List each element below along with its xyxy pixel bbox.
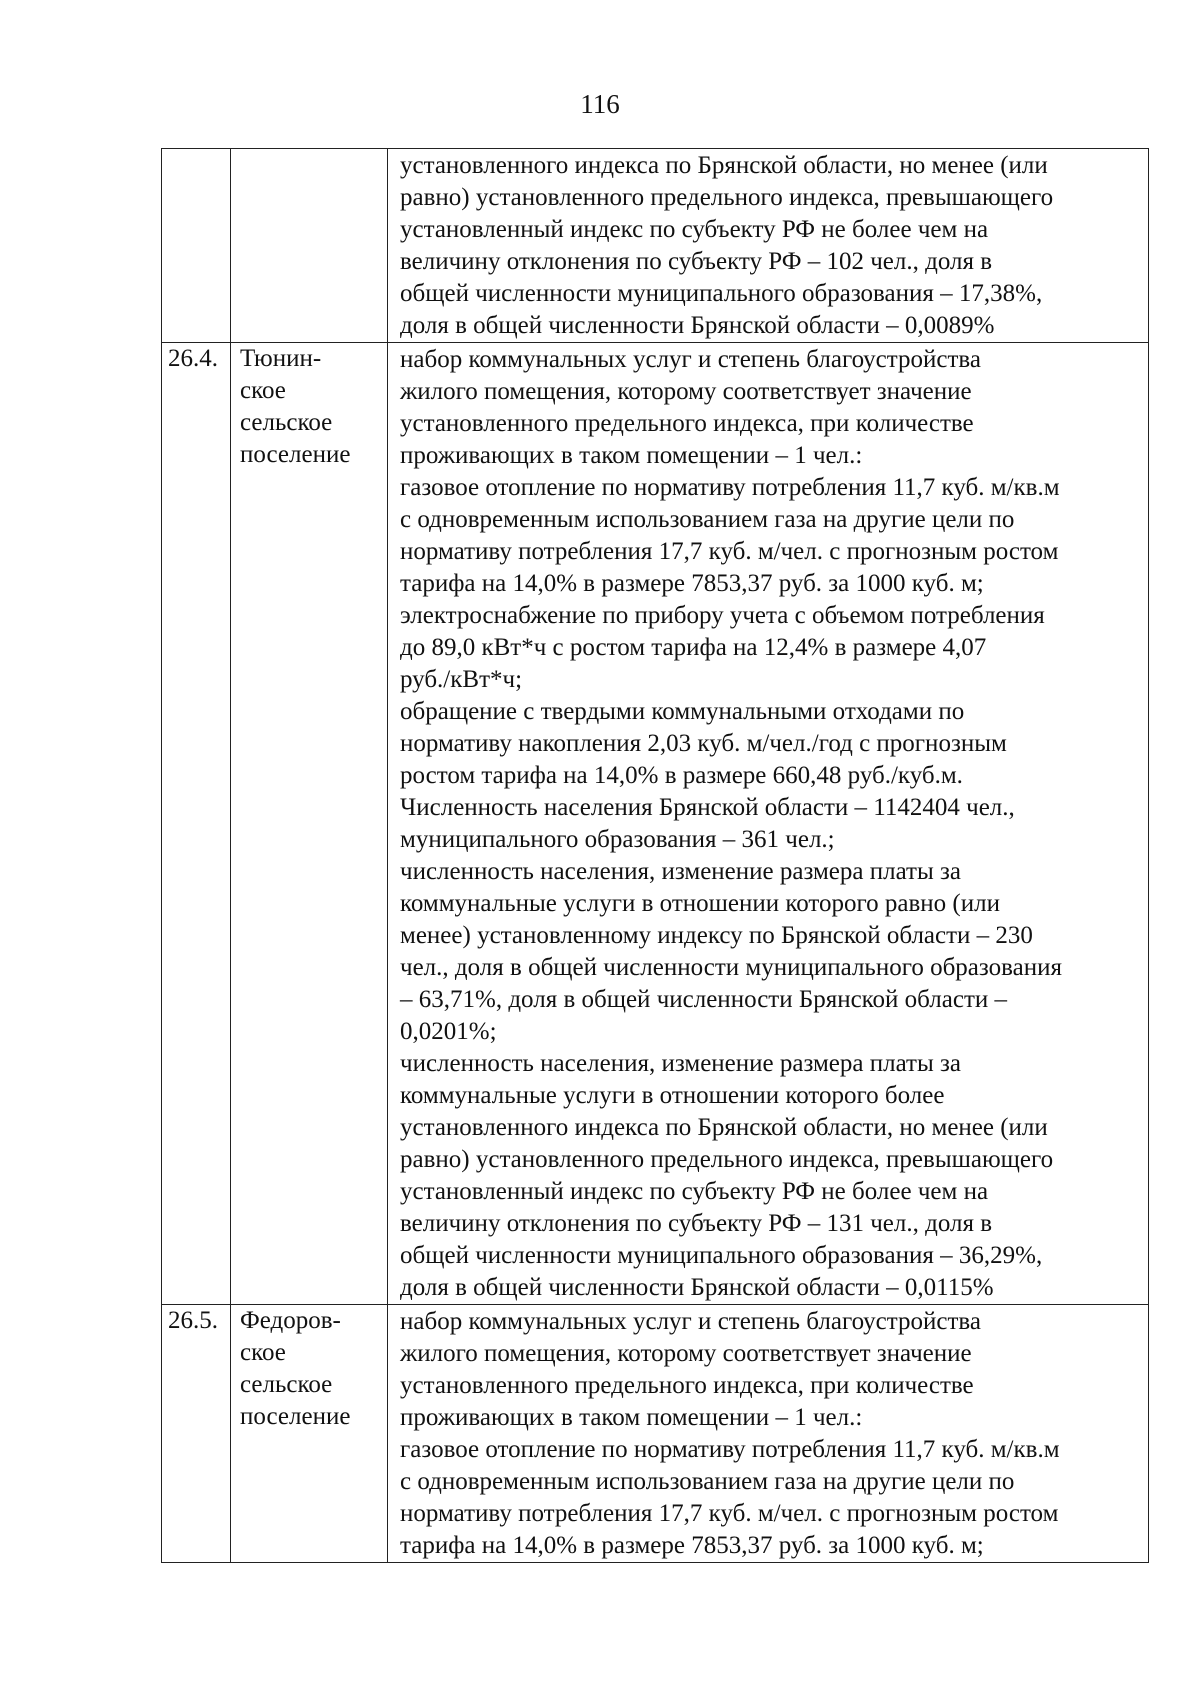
text-line: поселение [240,1403,351,1430]
text-line: численность населения, изменение размера платы за [400,1050,961,1077]
row-number-cell: 26.5. [162,1305,231,1563]
description-cell [388,149,1149,343]
text-line: ское [240,1339,286,1366]
text-line: равно) установленного предельного индекса, превышающего [400,1146,1054,1173]
text-line: величину отклонения по субъекту РФ – 131 чел., доля в [400,1210,993,1237]
text-line: руб./кВт*ч; [400,666,523,693]
text-line: обращение с твердыми коммунальными отходами по [400,698,965,725]
text-line: набор коммунальных услуг и степень благоустройства [400,1308,981,1335]
table-row [162,343,1149,1305]
text-line: муниципального образования – 361 чел.; [400,826,835,853]
text-line: Численность населения Брянской области – 1142404 чел., [400,794,1015,821]
text-line: электроснабжение по прибору учета с объемом потребления [400,602,1045,629]
text-line: 0,0201%; [400,1018,497,1045]
text-line: коммунальные услуги в отношении которого равно (или [400,890,1000,917]
text-line: равно) установленного предельного индекса, превышающего [400,184,1054,211]
row-number-cell [162,149,231,343]
text-line: ское [240,377,286,404]
text-line: доля в общей численности Брянской области – 0,0115% [400,1274,994,1301]
settlements-table [161,148,1149,1563]
text-line: установленного предельного индекса, при количестве [400,1372,974,1399]
settlement-name-cell [231,343,388,1305]
text-line: проживающих в таком помещении – 1 чел.: [400,1404,863,1431]
row-number-cell: 26.4. [162,343,231,1305]
text-line: газовое отопление по нормативу потребления 11,7 куб. м/кв.м [400,474,1060,501]
text-line: Федоров- [240,1307,341,1334]
text-line: нормативу потребления 17,7 куб. м/чел. с прогнозным ростом [400,538,1059,565]
text-line: сельское [240,1371,333,1398]
text-line: нормативу потребления 17,7 куб. м/чел. с прогнозным ростом [400,1500,1059,1527]
text-line: тарифа на 14,0% в размере 7853,37 руб. за 1000 куб. м; [400,1532,984,1559]
text-line: с одновременным использованием газа на другие цели по [400,506,1015,533]
settlement-name-cell [231,1305,388,1563]
text-line: численность населения, изменение размера платы за [400,858,961,885]
text-line: – 63,71%, доля в общей численности Брянской области – [400,986,1007,1013]
text-line: до 89,0 кВт*ч с ростом тарифа на 12,4% в размере 4,07 [400,634,987,661]
text-line: менее) установленному индексу по Брянской области – 230 [400,922,1033,949]
text-line: нормативу накопления 2,03 куб. м/чел./год с прогнозным [400,730,1007,757]
text-line: жилого помещения, которому соответствует значение [400,1340,972,1367]
text-line: газовое отопление по нормативу потребления 11,7 куб. м/кв.м [400,1436,1060,1463]
text-line: тарифа на 14,0% в размере 7853,37 руб. за 1000 куб. м; [400,570,984,597]
text-line: чел., доля в общей численности муниципального образования [400,954,1062,981]
text-line: установленного индекса по Брянской области, но менее (или [400,1114,1048,1141]
text-line: Тюнин- [240,345,322,372]
text-line: сельское [240,409,333,436]
text-line: доля в общей численности Брянской области – 0,0089% [400,312,995,339]
text-line: установленный индекс по субъекту РФ не более чем на [400,216,989,243]
text-line: ростом тарифа на 14,0% в размере 660,48 руб./куб.м. [400,762,963,789]
text-line: поселение [240,441,351,468]
text-line: общей численности муниципального образования – 17,38%, [400,280,1043,307]
text-line: установленного предельного индекса, при количестве [400,410,974,437]
text-line: установленного индекса по Брянской области, но менее (или [400,152,1048,179]
description-cell [388,343,1149,1305]
text-line: общей численности муниципального образования – 36,29%, [400,1242,1043,1269]
description-cell [388,1305,1149,1563]
text-line: проживающих в таком помещении – 1 чел.: [400,442,863,469]
settlement-name-cell [231,149,388,343]
table-row [162,1305,1149,1563]
page-number: 116 [580,89,620,119]
text-line: коммунальные услуги в отношении которого более [400,1082,945,1109]
text-line: жилого помещения, которому соответствует значение [400,378,972,405]
text-line: с одновременным использованием газа на другие цели по [400,1468,1015,1495]
table-row [162,149,1149,343]
table-body [162,149,1149,1563]
text-line: набор коммунальных услуг и степень благоустройства [400,346,981,373]
text-line: величину отклонения по субъекту РФ – 102 чел., доля в [400,248,993,275]
text-line: установленный индекс по субъекту РФ не более чем на [400,1178,989,1205]
